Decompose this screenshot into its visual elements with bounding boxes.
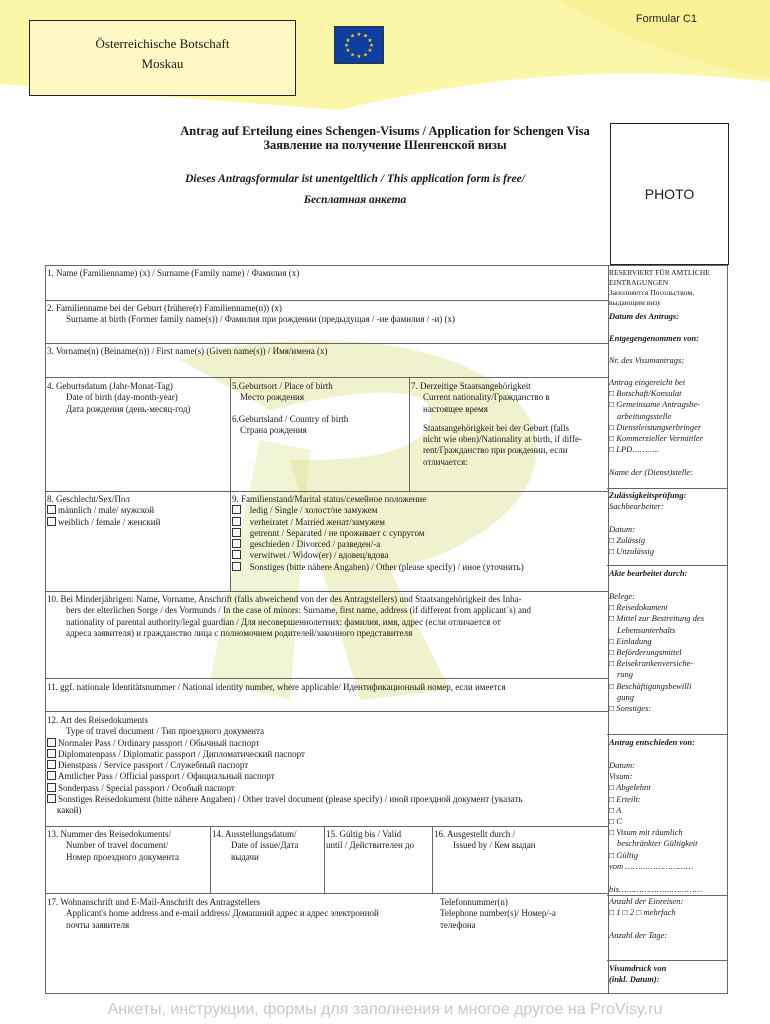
visa-option[interactable]: □ A [609, 804, 622, 815]
submitted-option[interactable]: □ Kommerzieller Vermittler [609, 433, 703, 444]
checkbox-icon[interactable] [232, 539, 241, 548]
svg-text:★: ★ [356, 54, 362, 60]
marital-option-married[interactable] [232, 517, 602, 528]
inadmissible-option[interactable]: □ Unzulässig [609, 546, 655, 557]
svg-text:★: ★ [350, 52, 355, 59]
field-13-label-ru: Номер проездного документа [66, 851, 180, 862]
visa-sticker[interactable] [609, 963, 724, 985]
marital-option-separated[interactable] [232, 528, 602, 539]
reserved-label-ru-2: выдающим визу [609, 298, 661, 307]
checkbox-icon[interactable] [232, 550, 241, 559]
doc-option-label: Sonderpass / Special passport / Особый паспорт [58, 782, 235, 793]
sex-option-label: weiblich / female / женский [58, 516, 161, 527]
field-10-line-4: адреса заявителя) и гражданство лица с полномочием родителей/законного представителя [66, 627, 413, 638]
field-16-label-de: 16. Ausgestellt durch / [434, 829, 515, 839]
field-7-birth-nationality-ru: rent/Гражданство при рождении, если [423, 445, 568, 456]
footer-watermark: Анкеты, инструкции, формы для заполнения и многое другое на ProVisy.ru [107, 1001, 663, 1018]
field-2-label-en: Surname at birth (Former family name(s)) / Фамилия при рождении (предыдущая / -ие фамилия / -и) (x) [66, 314, 456, 325]
checkbox-icon[interactable] [47, 783, 56, 792]
svg-text:★: ★ [363, 33, 368, 40]
field-7-label-ru: настоящее время [423, 403, 488, 414]
evidence-option[interactable]: □ Sonstiges: [609, 703, 652, 714]
evidence-option[interactable]: □ Reisekrankenversiche- [609, 658, 694, 669]
doc-option-diplomatic[interactable] [47, 749, 605, 760]
field-6-label-ru: Страна рождения [240, 425, 307, 436]
field-13-label-en: Number of travel document/ [66, 840, 169, 851]
field-7-birth-nationality-en: nicht wie oben)/Nationality at birth, if diffe- [423, 434, 583, 445]
row-divider [46, 343, 608, 344]
received-by[interactable]: Entgegengenommen von: [609, 333, 699, 343]
doc-option-ordinary[interactable] [47, 738, 605, 749]
visa-option[interactable]: □ C [609, 816, 622, 827]
field-7-label-en: Current nationality/Гражданство в [423, 392, 550, 403]
field-17-home-address[interactable] [47, 897, 437, 931]
field-1-surname[interactable]: 1. Name (Familienname) (x) / Surname (Family name) / Фамилия (x) [47, 268, 300, 278]
evidence-label: Belege: [609, 591, 635, 601]
doc-option-special[interactable] [47, 783, 605, 794]
field-12-travel-document-type [47, 715, 605, 817]
visa-option[interactable]: □ Erteilt: [609, 793, 641, 804]
reserved-label-ru: Заполняется Посольством, [609, 288, 695, 297]
reserved-label: RESERVIERT FÜR AMTLICHE [609, 268, 710, 277]
svg-text:★: ★ [350, 33, 355, 40]
days-count[interactable]: Anzahl der Tage: [609, 930, 668, 940]
valid-until[interactable]: bis…………………………… [609, 884, 703, 895]
field-7-label-de: 7. Derzeitige Staatsangehörigkeit [411, 381, 531, 391]
field-12-label-en: Type of travel document / Тип проездного документа [66, 726, 265, 737]
field-4-label-ru: Дата рождения (день-месяц-год) [66, 403, 191, 414]
marital-option-single[interactable] [232, 505, 602, 516]
svg-text:★: ★ [363, 52, 368, 59]
marital-option-label: verwitwet / Widow(er) / вдовец/вдова [249, 550, 389, 561]
submitted-at-label: Antrag eingereicht bei [609, 377, 686, 387]
row-divider [46, 300, 608, 301]
doc-option-service[interactable] [47, 760, 605, 771]
checkbox-icon[interactable] [47, 771, 56, 780]
field-8-label: 8. Geschlecht/Sex/Пол [47, 494, 130, 504]
field-17-label-en: Applicant's home address and e-mail address/ Домашний адрес и адрес электронной [66, 908, 379, 919]
doc-option-label: Diplomatenpass / Diplomatic passport / Дипломатический паспорт [58, 748, 305, 759]
svg-text:★: ★ [345, 38, 351, 44]
field-10-line-1: 10. Bei Minderjährigen: Name, Vorname, Anschrift (falls abweichend von der des Antragstellers) und Staatsangehörigkeit des Inha- [47, 594, 522, 604]
checkbox-icon[interactable] [47, 749, 56, 758]
field-5-label-ru: Место рождения [240, 392, 305, 403]
reserved-label-2: EINTRAGUNGEN [609, 278, 669, 287]
doc-option-other-cont: какой) [57, 805, 82, 816]
checkbox-icon[interactable] [232, 517, 241, 526]
submitted-option-cont: arbeitungsstelle [617, 410, 672, 421]
admissibility-options [609, 524, 724, 558]
field-10-line-2: bers der elterlichen Sorge / des Vormunds / In the case of minors: Surname, first name, address (if different from applicant´s) and [66, 605, 531, 616]
row-divider [46, 491, 608, 492]
entries [609, 896, 724, 918]
field-17-label-de: 17. Wohnanschrift und E-Mail-Anschrift des Antragstellers [47, 897, 261, 907]
field-13-document-number[interactable] [47, 829, 207, 863]
title-line-1: Antrag auf Erteilung eines Schengen-Visums / Application for Schengen Visa [180, 124, 590, 138]
doc-option-label: Dienstpass / Service passport / Служебный паспорт [58, 760, 249, 771]
field-17-label-ru: почты заявителя [66, 919, 130, 930]
officer-name[interactable]: Name der (Dienst)stelle: [609, 467, 694, 477]
svg-text:★: ★ [369, 43, 374, 49]
admissible-option[interactable]: □ Zulässig [609, 535, 646, 546]
svg-text:★: ★ [367, 38, 373, 44]
field-4-label-de: 4. Geburtsdatum (Jahr-Monat-Tag) [47, 381, 173, 391]
field-4-date-of-birth[interactable] [47, 381, 227, 415]
field-9-label: 9. Familienstand/Marital status/семейное положение [232, 494, 427, 504]
evidence-option-cont: rung [617, 669, 634, 680]
telephone-label-ru: телефона [440, 919, 476, 930]
sex-option-male[interactable] [47, 505, 227, 516]
col-divider [324, 826, 325, 893]
form-title [100, 124, 670, 152]
row-divider [46, 893, 608, 894]
decision-date[interactable]: Datum: [609, 760, 635, 770]
embassy-city: Moskau [141, 56, 184, 71]
field-7-birth-nationality: Staatsangehörigkeit bei der Geburt (falls [423, 422, 569, 433]
reserved-heading [609, 268, 724, 308]
svg-text:★: ★ [344, 43, 349, 49]
field-telephone[interactable] [440, 897, 605, 931]
checkbox-icon[interactable] [47, 517, 56, 526]
visa-sticker-label: Visumdruck von [609, 963, 667, 973]
col-divider [230, 491, 231, 591]
photo-box[interactable]: PHOTO [610, 123, 729, 265]
submitted-option[interactable]: □ Gemeinsame Antragsbe- [609, 399, 700, 410]
field-6-label: 6.Geburtsland / Country of birth [232, 414, 349, 424]
field-5-place-of-birth[interactable] [232, 381, 407, 404]
field-11-national-id[interactable]: 11. ggf. nationale Identitätsnummer / National identity number, where applicable/ Идентификационный номер, если имеется [47, 682, 506, 692]
sidebar-divider [607, 734, 727, 735]
field-10-guardian[interactable] [47, 594, 605, 639]
doc-option-official[interactable] [47, 771, 605, 782]
marital-option-widow[interactable] [232, 550, 602, 561]
row-divider [46, 826, 608, 827]
checkbox-icon[interactable] [47, 760, 56, 769]
marital-option-label: ledig / Single / холост/не замужем [249, 505, 378, 516]
field-2-surname-at-birth[interactable] [47, 303, 455, 326]
official-use-sidebar [607, 265, 728, 994]
checkbox-icon[interactable] [232, 505, 241, 514]
evidence-option-cont: Lebensunterhalts [617, 624, 676, 635]
marital-option-label: Sonstiges (bitte nähere Angaben) / Other (please specify) / иное (уточнить) [249, 561, 524, 572]
field-7-birth-nationality-ru-2: отличается: [423, 456, 468, 467]
admissibility-date[interactable]: Datum: [609, 524, 635, 534]
checkbox-icon[interactable] [232, 562, 241, 571]
title-line-2: Заявление на получение Шенгенской визы [263, 138, 507, 152]
marital-option-other[interactable] [232, 562, 602, 573]
free-notice-line-2: Бесплатная анкета [303, 194, 407, 206]
row-divider [46, 591, 608, 592]
telephone-label-de: Telefonnummer(n) [440, 897, 508, 907]
field-14-label-de: 14. Ausstellungsdatum/ [212, 829, 297, 839]
sex-option-female[interactable] [47, 517, 227, 528]
date-of-application[interactable]: Datum des Antrags: [609, 311, 680, 321]
checkbox-icon[interactable] [47, 505, 56, 514]
checkbox-icon[interactable] [232, 528, 241, 537]
admissibility-check: Zulässigkeitsprüfung: [609, 490, 687, 500]
field-3-first-names[interactable]: 3. Vorname(n) (Beiname(n)) / First name(s) (Given name(s)) / Имя/имена (x) [47, 346, 328, 356]
marital-option-divorced[interactable] [232, 539, 602, 550]
field-14-label-en: Date of issue/Дата [231, 840, 299, 851]
evidence-option[interactable]: □ Einladung [609, 635, 652, 646]
checkbox-icon[interactable] [47, 794, 56, 803]
visa-option[interactable]: □ Abgelehnt [609, 782, 651, 793]
marital-option-label: geschieden / Divorced / разведен/-а [249, 539, 381, 550]
field-13-label-de: 13. Nummer des Reisedokuments/ [47, 829, 171, 839]
application-number[interactable]: Nr. des Visumantrags: [609, 355, 685, 365]
form-code: Formular C1 [635, 13, 697, 25]
embassy-box [29, 20, 296, 96]
visa-option[interactable]: □ Gültig [609, 849, 638, 860]
clerk[interactable]: Sachbearbeiter: [609, 501, 664, 511]
submitted-option[interactable]: □ Dienstleistungserbringer [609, 421, 702, 432]
marital-option-label: verheiratet / Married женат/замужем [249, 516, 385, 527]
field-6-country-of-birth[interactable] [232, 414, 407, 437]
svg-text:★: ★ [356, 32, 362, 38]
visa-sticker-label-2: (inkl. Datum): [609, 974, 660, 985]
free-notice-line-1: Dieses Antragsformular ist unentgeltlich / This application form is free/ [185, 173, 525, 185]
free-notice [120, 169, 590, 211]
evidence-option[interactable]: □ Reisedokument [609, 602, 668, 613]
doc-option-other[interactable] [47, 794, 605, 805]
visa-option[interactable]: □ Visum mit räumlich [609, 827, 683, 838]
row-divider [46, 678, 608, 679]
visa-label: Visum: [609, 771, 633, 782]
sidebar-divider [607, 565, 727, 566]
submitted-at [609, 377, 724, 455]
row-divider [46, 377, 608, 378]
svg-text:★: ★ [367, 48, 373, 54]
field-9-marital-status [232, 494, 602, 573]
sex-option-label: männlich / male/ мужской [58, 505, 155, 516]
doc-option-label: Normaler Pass / Ordinary passport / Обычный паспорт [58, 737, 260, 748]
sidebar-divider [607, 488, 727, 489]
evidence-option[interactable]: □ Mittel zur Bestreitung des [609, 613, 705, 624]
marital-option-label: getrennt / Separated / не проживает с супругом [249, 527, 425, 538]
evidence-list [609, 591, 724, 714]
entries-label: Anzahl der Einreisen: [609, 896, 684, 906]
field-10-line-3: nationality of parental authority/legal guardian / Для несовершеннолетних: фамилия, имя, адрес (если отличается от [66, 616, 501, 627]
col-divider [432, 826, 433, 893]
field-4-label-en: Date of birth (day-month-year) [66, 392, 178, 403]
field-15-label-de: 15. Gültig bis / Valid [326, 829, 402, 839]
embassy-name: Österreichische Botschaft [95, 36, 230, 51]
evidence-option-cont: gung [617, 691, 634, 702]
submitted-option[interactable]: □ Botschaft/Konsulat [609, 388, 682, 399]
field-15-label-ru: until / Действителен до [326, 840, 415, 851]
field-16-issued-by[interactable] [434, 829, 604, 852]
field-5-label: 5.Geburtsort / Place of birth [232, 381, 333, 391]
application-form-grid [45, 265, 609, 994]
entries-options[interactable]: □ 1 □ 2 □ mehrfach [609, 907, 676, 918]
valid-from[interactable]: vom ……………………… [609, 860, 694, 871]
telephone-label-en: Telephone number(s)/ Номер/-а [440, 908, 556, 919]
submitted-option[interactable]: □ LPD……….. [609, 444, 660, 455]
doc-option-label: Sonstiges Reisedokument (bitte nähere Angaben) / Other travel document (please specify) / иной проездной документ (указать [58, 794, 523, 805]
decided-by[interactable]: Antrag entschieden von: [609, 737, 695, 747]
field-12-label-de: 12. Art des Reisedokuments [47, 715, 148, 725]
sidebar-divider [607, 960, 727, 961]
eu-flag-icon [334, 26, 384, 64]
doc-option-label: Amtlicher Pass / Official passport / Официальный паспорт [58, 771, 275, 782]
field-8-sex [47, 494, 227, 528]
col-divider [210, 826, 211, 893]
checkbox-icon[interactable] [47, 738, 56, 747]
visa-option-cont: beschränkter Gültigkeit [617, 838, 698, 849]
evidence-option[interactable]: □ Beschäftigungsbewilli [609, 680, 692, 691]
svg-text:★: ★ [345, 48, 351, 54]
field-2-label-de: 2. Familienname bei der Geburt (frühere(r) Familienname(n)) (x) [47, 303, 282, 313]
field-14-label-ru: выдачи [231, 851, 259, 862]
field-7-nationality[interactable] [411, 381, 606, 468]
field-14-issue-date[interactable] [212, 829, 322, 863]
col-divider [409, 377, 410, 491]
processed-by[interactable]: Akte bearbeitet durch: [609, 568, 688, 578]
col-divider [230, 377, 231, 491]
evidence-option[interactable]: □ Beförderungsmittel [609, 647, 682, 658]
visa-decision [609, 760, 724, 895]
field-15-valid-until[interactable] [326, 829, 431, 852]
row-divider [46, 711, 608, 712]
field-16-label-en: Issued by / Кем выдан [453, 840, 536, 851]
